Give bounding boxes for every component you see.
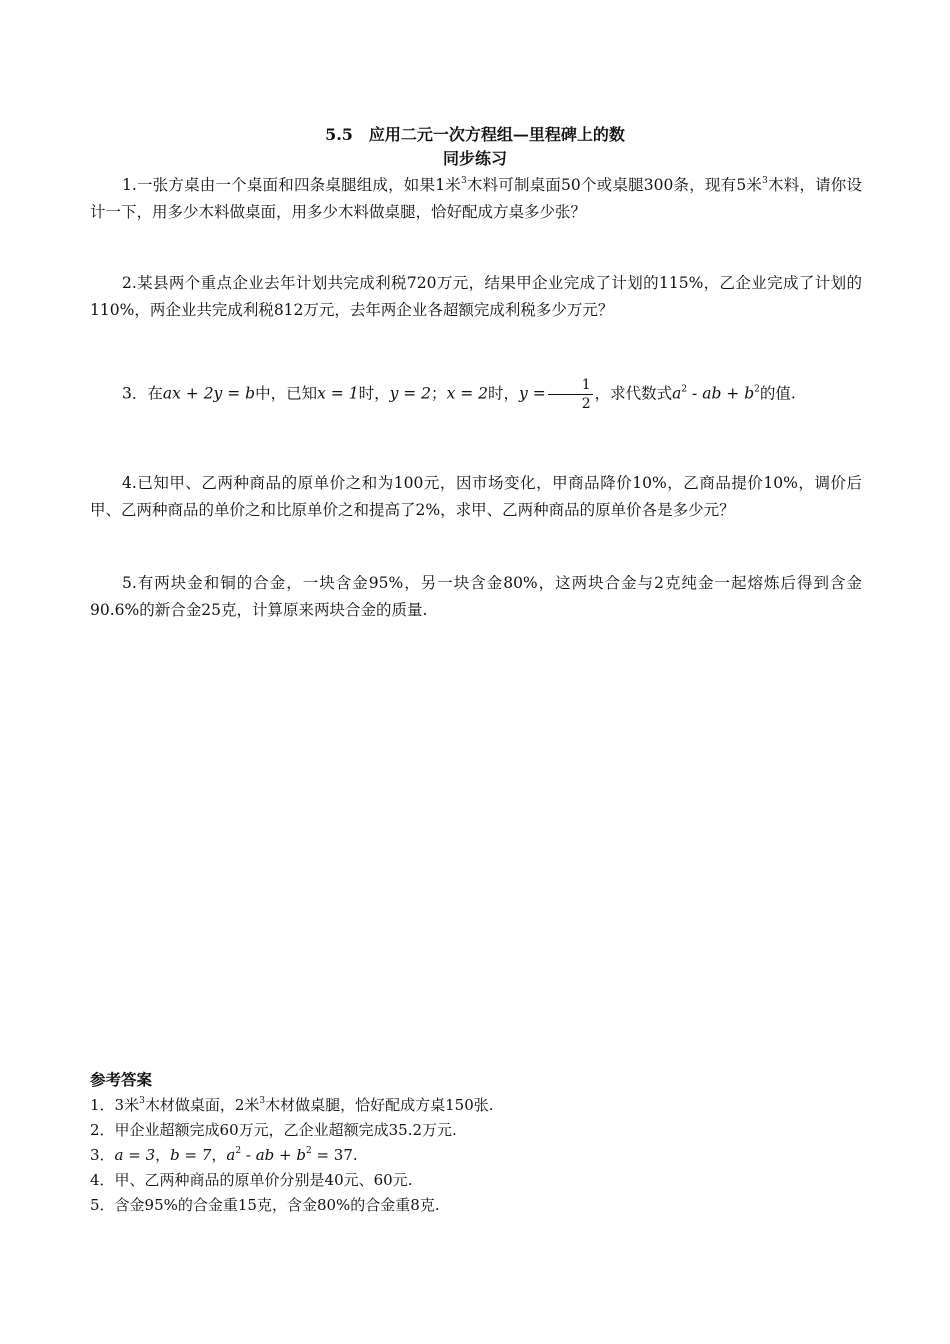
a1-part1: 1．3米 xyxy=(90,1096,140,1114)
q3-mid4: 时， xyxy=(488,384,520,403)
q3-y1: y = 2 xyxy=(389,384,432,403)
question-2 xyxy=(90,270,862,324)
q3-y2-lhs: y = xyxy=(519,384,546,403)
q3-expr-a-sup: 2 xyxy=(681,384,688,395)
answer-5: 5．含金95%的合金重15克，含金80%的合金重8克. xyxy=(90,1196,440,1214)
q3-fraction-denominator: 2 xyxy=(581,396,591,412)
a3-expr-mid: - ab + b xyxy=(241,1146,306,1164)
q3-expr-mid: - ab + b xyxy=(687,384,755,403)
question-1 xyxy=(90,172,862,226)
q3-equation: ax + 2y = b xyxy=(162,384,256,403)
a3-expr-a: a xyxy=(226,1146,236,1164)
page-subtitle: 同步练习 xyxy=(442,149,507,168)
q3-mid1: 中，已知 xyxy=(255,384,318,403)
q1-text-part3: 木料，请你设计一下，用多少木料做桌面，用多少木料做桌腿，恰好配成方桌多少张？ xyxy=(90,176,862,221)
answer-2: 2．甲企业超额完成60万元，乙企业超额完成35.2万元. xyxy=(90,1121,457,1139)
q3-mid3: ； xyxy=(431,384,447,403)
a3-sep2: ， xyxy=(211,1146,227,1164)
question-5 xyxy=(90,570,862,624)
q1-text-part1: 1.一张方桌由一个桌面和四条桌腿组成，如果1米 xyxy=(122,176,461,194)
q1-superscript-2: 3 xyxy=(762,176,768,186)
q4-text: 4.已知甲、乙两种商品的原单价之和为100元，因市场变化，甲商品降价10%，乙商品提价10%，调价后甲、乙两种商品的单价之和比原单价之和提高了2%，求甲、乙两种商品的原单价各是多少元？ xyxy=(90,474,862,519)
a3-expr-b-sup: 2 xyxy=(305,1146,312,1156)
q3-expr-b-sup: 2 xyxy=(754,384,760,395)
q5-text: 5.有两块金和铜的合金，一块含金95%，另一块含金80%，这两块合金与2克纯金一起熔炼后得到含金90.6%的新合金25克，计算原来两块合金的质量. xyxy=(90,574,862,619)
a3-prefix: 3． xyxy=(90,1146,115,1164)
a1-part3: 木材做桌腿，恰好配成方桌150张. xyxy=(265,1096,494,1114)
q3-mid2: 时， xyxy=(358,384,390,403)
q2-text: 2.某县两个重点企业去年计划共完成利税720万元，结果甲企业完成了计划的115%，乙企业完成了计划的110%，两企业共完成利税812万元，去年两企业各超额完成利税多少万元？ xyxy=(90,274,862,319)
page-title: 5.5 应用二元一次方程组—里程碑上的数 xyxy=(325,125,625,144)
answer-3 xyxy=(90,1143,862,1167)
answer-4: 4．甲、乙两种商品的原单价分别是40元、60元. xyxy=(90,1171,413,1189)
question-3 xyxy=(90,376,862,413)
q3-fraction xyxy=(548,376,593,413)
a3-a-value: a = 3 xyxy=(114,1146,156,1164)
q3-prefix: 3．在 xyxy=(122,384,163,403)
a3-expr-a-sup: 2 xyxy=(235,1146,242,1156)
q3-x1: x = 1 xyxy=(317,384,359,403)
a1-part2: 木材做桌面，2米 xyxy=(144,1096,260,1114)
question-4 xyxy=(90,470,862,524)
answer-1 xyxy=(90,1093,862,1117)
a1-superscript-2: 3 xyxy=(259,1096,266,1106)
q1-superscript-1: 3 xyxy=(460,176,467,186)
q3-suffix: 的值. xyxy=(759,384,796,403)
q3-expr-a: a xyxy=(672,384,682,403)
a3-b-value: b = 7 xyxy=(170,1146,212,1164)
q1-text-part2: 木料可制桌面50个或桌腿300条，现有5米 xyxy=(466,176,763,194)
a1-superscript-1: 3 xyxy=(139,1096,145,1106)
answers-heading: 参考答案 xyxy=(90,1070,153,1089)
q3-fraction-numerator: 1 xyxy=(548,376,593,395)
q3-x2: x = 2 xyxy=(446,384,489,403)
a3-result: = 37. xyxy=(311,1146,358,1164)
q3-mid5: ，求代数式 xyxy=(594,384,673,403)
a3-sep1: ， xyxy=(155,1146,171,1164)
